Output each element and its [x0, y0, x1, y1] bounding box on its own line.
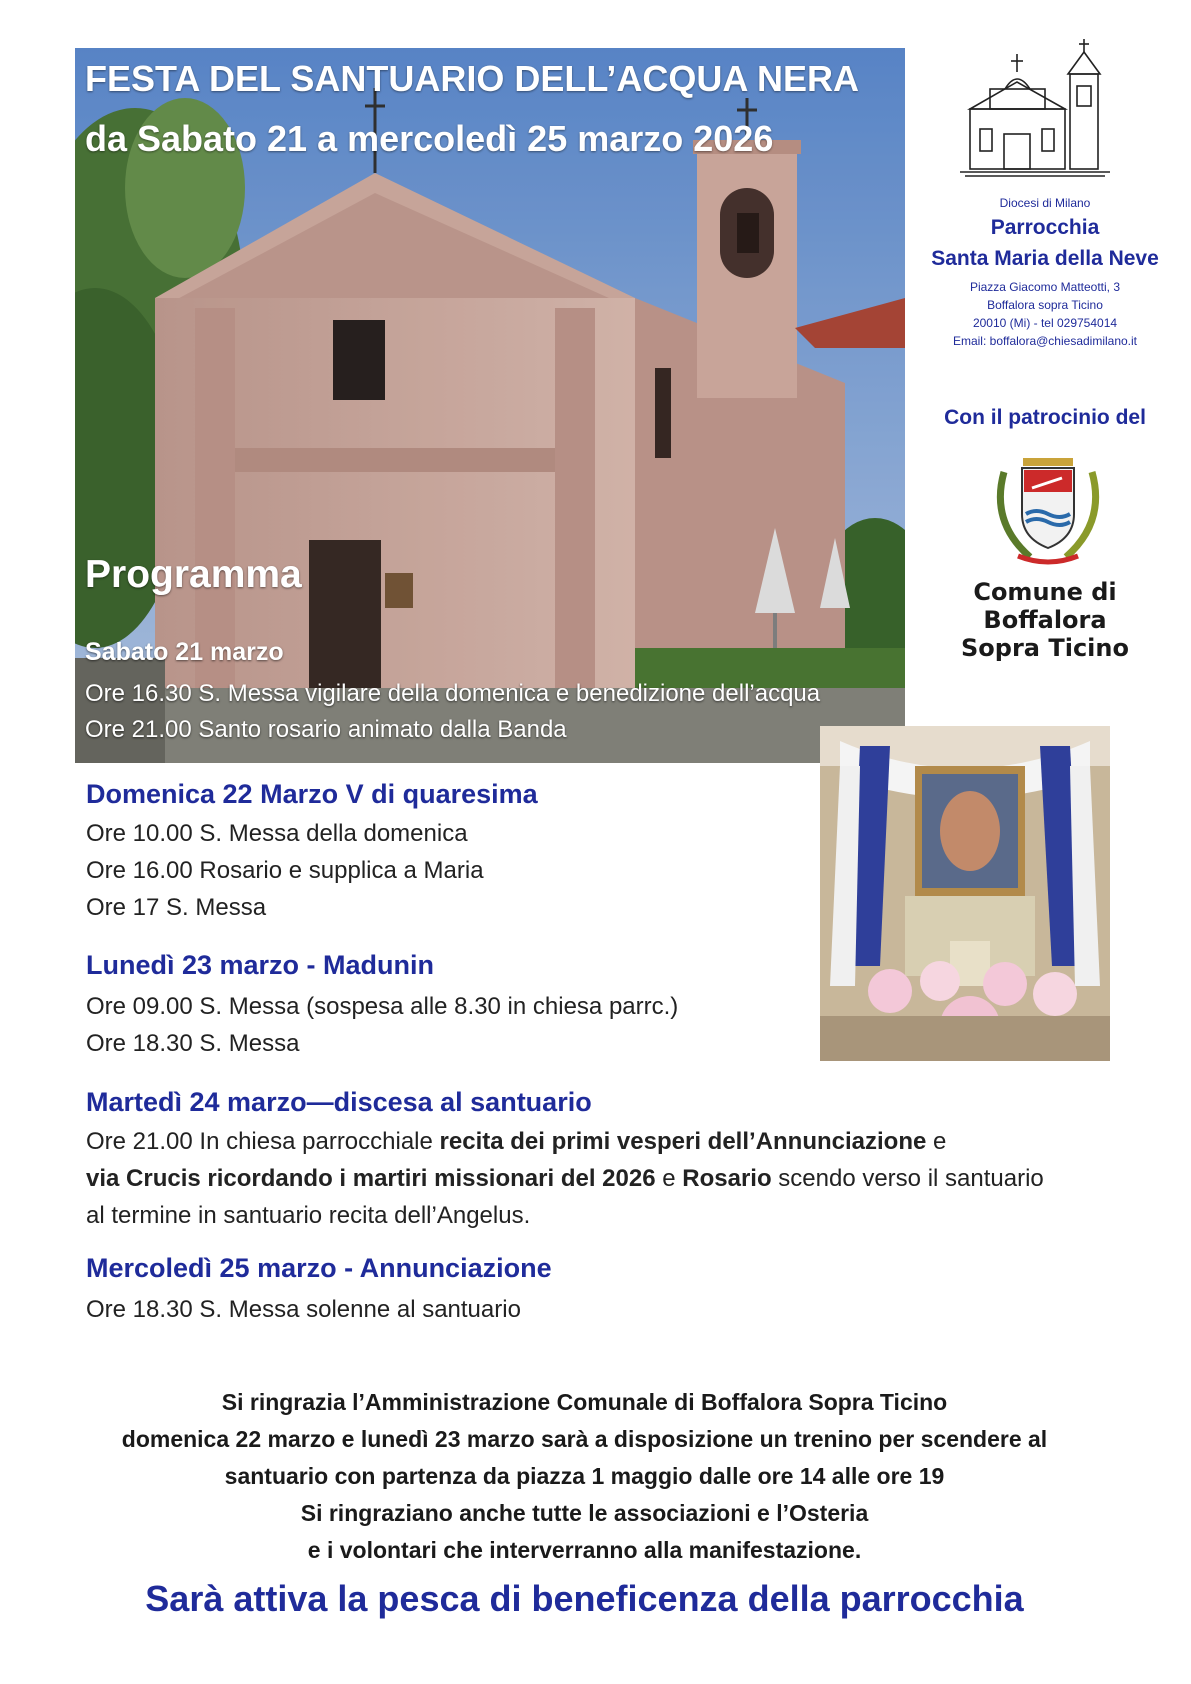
parish-address-3: 20010 (Mi) - tel 029754014: [972, 316, 1118, 330]
monday-line-2: Ore 18.30 S. Messa: [86, 1030, 300, 1057]
tuesday-text-2a: via Crucis ricordando i martiri missionari del 2026: [86, 1165, 656, 1192]
event-title: FESTA DEL SANTUARIO DELL’ACQUA NERA: [85, 58, 860, 99]
tuesday-line-2: [86, 1165, 1044, 1193]
tuesday-text-1c: e: [926, 1128, 947, 1155]
event-dates: da Sabato 21 a mercoledì 25 marzo 2026: [85, 118, 774, 159]
program-heading: Programma: [85, 553, 302, 596]
tuesday-text-2d: scendo verso il santuario: [771, 1165, 1044, 1192]
sunday-line-1: Ore 10.00 S. Messa della domenica: [86, 820, 468, 847]
thanks-line-2: domenica 22 marzo e lunedì 23 marzo sarà a disposizione un trenino per scendere al: [121, 1426, 1048, 1452]
parish-email: Email: boffalora@chiesadimilano.it: [952, 334, 1138, 348]
sunday-line-3: Ore 17 S. Messa: [86, 894, 267, 921]
diocese-label: Diocesi di Milano: [999, 196, 1091, 210]
wednesday-line-1: Ore 18.30 S. Messa solenne al santuario: [86, 1296, 521, 1323]
tuesday-text-1b: recita dei primi vesperi dell’Annunciazione: [439, 1128, 927, 1155]
tuesday-line-3: al termine in santuario recita dell’Angelus.: [86, 1202, 531, 1229]
altar-photo: [820, 726, 1110, 1061]
monday-line-1: Ore 09.00 S. Messa (sospesa alle 8.30 in chiesa parrc.): [86, 993, 679, 1020]
parish-church-logo: [960, 34, 1110, 179]
comune-name-1: Comune di: [973, 578, 1117, 606]
parish-address-2: Boffalora sopra Ticino: [987, 298, 1103, 312]
comune-name-3: Sopra Ticino: [961, 634, 1129, 662]
comune-crest-icon: [990, 452, 1106, 572]
tuesday-line-1: [86, 1128, 946, 1156]
saturday-line-1: Ore 16.30 S. Messa vigilare della domenica e benedizione dell’acqua: [85, 680, 821, 707]
monday-heading: Lunedì 23 marzo - Madunin: [86, 950, 435, 980]
sunday-heading: Domenica 22 Marzo V di quaresima: [86, 779, 538, 809]
thanks-line-4: Si ringraziano anche tutte le associazioni e l’Osteria: [300, 1500, 869, 1526]
tuesday-text-2b: e: [655, 1165, 683, 1192]
parish-name-2: Santa Maria della Neve: [931, 247, 1159, 270]
patronage-label: Con il patrocinio del: [944, 406, 1146, 429]
thanks-line-1: Si ringrazia l’Amministrazione Comunale di Boffalora Sopra Ticino: [221, 1389, 948, 1415]
thanks-line-3: santuario con partenza da piazza 1 maggio dalle ore 14 alle ore 19: [224, 1463, 945, 1489]
comune-name-2: Boffalora: [983, 606, 1107, 634]
parish-address-1: Piazza Giacomo Matteotti, 3: [969, 280, 1121, 294]
closing-announcement: Sarà attiva la pesca di beneficenza della parrocchia: [145, 1578, 1024, 1619]
tuesday-heading: Martedì 24 marzo—discesa al santuario: [86, 1087, 592, 1117]
tuesday-text-1a: Ore 21.00 In chiesa parrocchiale: [86, 1128, 440, 1155]
wednesday-heading: Mercoledì 25 marzo - Annunciazione: [86, 1253, 552, 1283]
church-photo: [75, 48, 905, 763]
saturday-line-2: Ore 21.00 Santo rosario animato dalla Banda: [85, 716, 567, 743]
saturday-heading: Sabato 21 marzo: [85, 638, 284, 666]
thanks-line-5: e i volontari che interverranno alla manifestazione.: [307, 1537, 862, 1563]
parish-name-1: Parrocchia: [990, 216, 1100, 239]
sunday-line-2: Ore 16.00 Rosario e supplica a Maria: [86, 857, 484, 884]
tuesday-text-2c: Rosario: [682, 1165, 772, 1192]
